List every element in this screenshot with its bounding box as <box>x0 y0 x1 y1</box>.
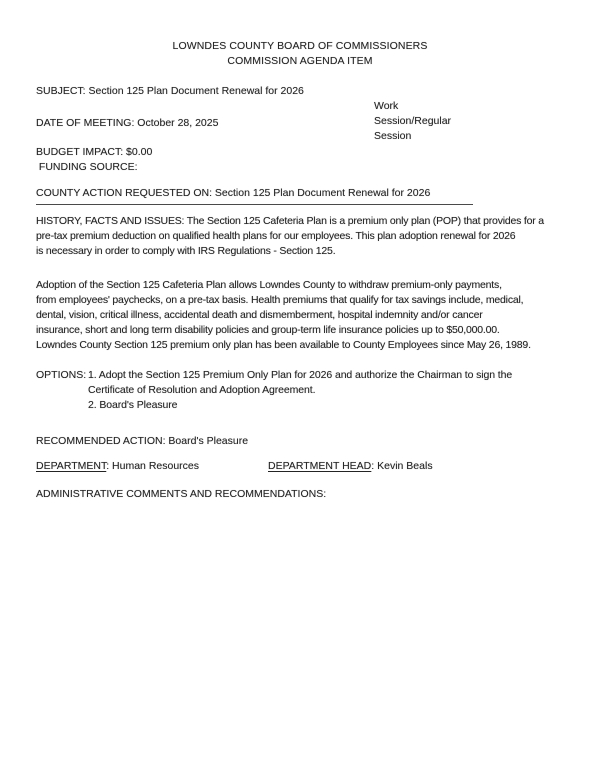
session-type-line: Work <box>374 100 399 112</box>
session-type-line: Session <box>374 129 412 142</box>
budget-impact-line: BUDGET IMPACT: $0.00 <box>36 146 153 158</box>
history-paragraph <box>36 214 564 259</box>
department-row <box>36 459 564 474</box>
department-value: : Human Resources <box>106 460 200 472</box>
department-head-field <box>268 459 433 474</box>
paragraph-line: pre-tax premium deduction on qualified health plans for our employees. This plan adoption renewal for 2026 <box>36 230 516 242</box>
administrative-comments-line: ADMINISTRATIVE COMMENTS AND RECOMMENDATIONS: <box>36 488 327 500</box>
paragraph-line: is necessary in order to comply with IRS Regulations - Section 125. <box>36 245 336 257</box>
org-title: LOWNDES COUNTY BOARD OF COMMISSIONERS <box>172 40 428 52</box>
options-label: OPTIONS: <box>36 369 87 381</box>
paragraph-line: Adoption of the Section 125 Cafeteria Plan allows Lowndes County to withdraw premium-only payments, <box>36 279 502 291</box>
paragraph-line: Lowndes County Section 125 premium only plan has been available to County Employees since May 26, 1989. <box>36 339 531 351</box>
paragraph-line: insurance, short and long term disability policies and group-term life insurance policies up to $50,000.00. <box>36 324 500 336</box>
option-line: 1. Adopt the Section 125 Premium Only Plan for 2026 and authorize the Chairman to sign the <box>88 369 513 381</box>
department-head-value: : Kevin Beals <box>371 460 433 472</box>
option-line: Certificate of Resolution and Adoption Agreement. <box>88 384 316 396</box>
department-field <box>36 459 268 474</box>
session-type-line: Session/Regular <box>374 114 452 127</box>
paragraph-line: from employees' paychecks, on a pre-tax basis. Health premiums that qualify for tax savings include, medical, <box>36 294 524 306</box>
adoption-paragraph <box>36 278 564 353</box>
doc-title: COMMISSION AGENDA ITEM <box>227 55 373 67</box>
options-list <box>88 368 512 413</box>
funding-source-line: FUNDING SOURCE: <box>36 161 138 173</box>
session-type-block <box>374 99 494 143</box>
date-of-meeting-line: DATE OF MEETING: October 28, 2025 <box>36 117 219 129</box>
options-section <box>36 368 564 413</box>
county-action-line: COUNTY ACTION REQUESTED ON: Section 125 Plan Document Renewal for 2026 <box>36 186 473 205</box>
paragraph-line: HISTORY, FACTS AND ISSUES: The Section 125 Cafeteria Plan is a premium only plan (POP) that provides for a <box>36 215 544 227</box>
paragraph-line: dental, vision, critical illness, accidental death and dismemberment, hospital indemnity and/or cancer <box>36 309 483 321</box>
recommended-action-line: RECOMMENDED ACTION: Board's Pleasure <box>36 435 249 447</box>
document-header <box>36 39 564 69</box>
subject-line: SUBJECT: Section 125 Plan Document Renewal for 2026 <box>36 85 304 97</box>
option-line: 2. Board's Pleasure <box>88 399 178 411</box>
department-head-label: DEPARTMENT HEAD <box>268 460 372 472</box>
department-label: DEPARTMENT <box>36 460 107 472</box>
